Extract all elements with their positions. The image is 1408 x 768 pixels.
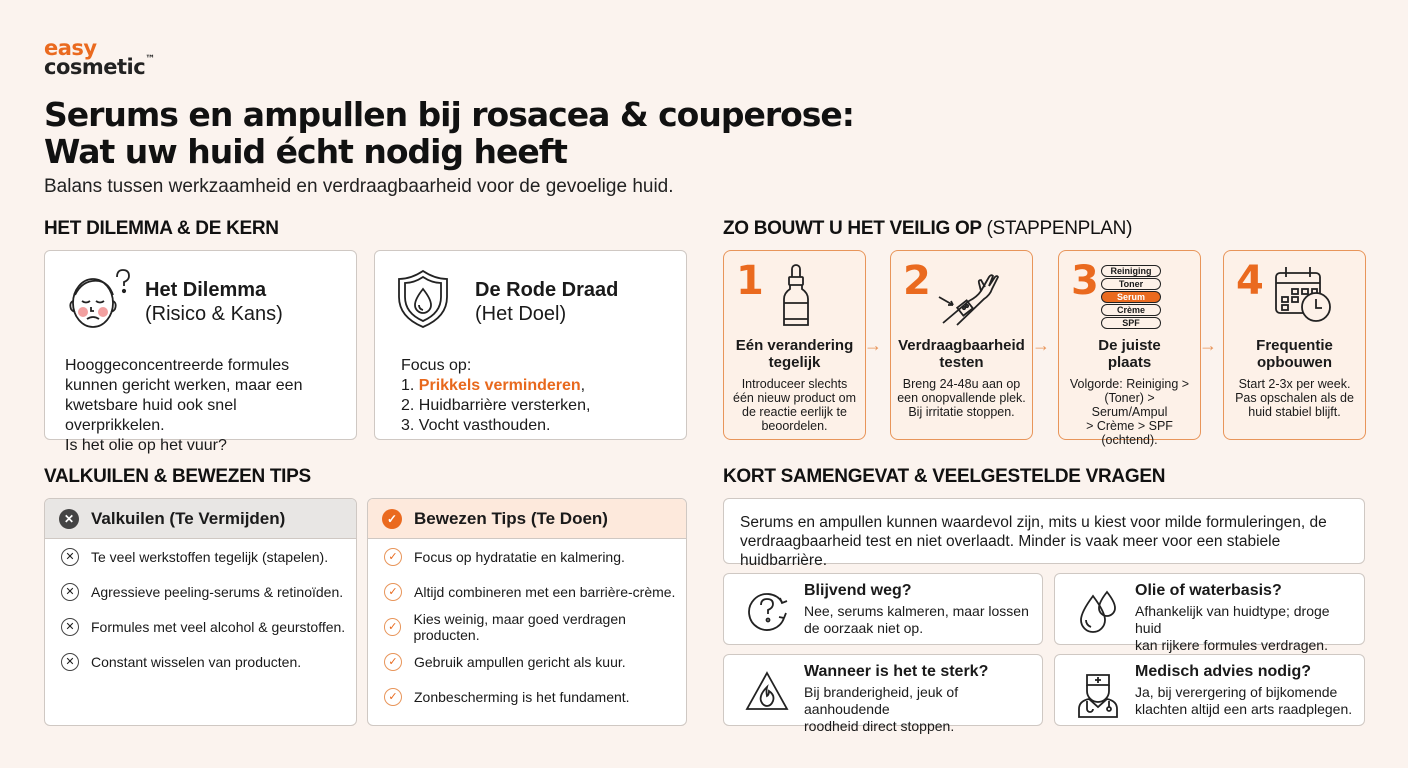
sad-face-question-icon bbox=[63, 267, 133, 336]
faq-answer-line: Afhankelijk van huidtype; droge huid bbox=[1135, 603, 1330, 636]
tip-item bbox=[368, 644, 686, 679]
dilemma-card-heading bbox=[145, 278, 283, 326]
goal-item-1 bbox=[401, 376, 666, 396]
tip-text: Gebruik ampullen gericht als kuur. bbox=[414, 653, 626, 670]
x-circle-icon: ✕ bbox=[59, 509, 79, 529]
tip-item bbox=[368, 574, 686, 609]
arm-patch-test-icon bbox=[933, 263, 999, 334]
x-circle-icon: ✕ bbox=[61, 548, 79, 566]
steps-heading-light: (STAPPENPLAN) bbox=[986, 218, 1133, 239]
faq-question: Blijvend weg? bbox=[804, 582, 912, 599]
dilemma-subtitle: (Risico & Kans) bbox=[145, 302, 283, 325]
goal-item-3: 3. Vocht vasthouden. bbox=[401, 417, 551, 434]
tips-card bbox=[367, 498, 687, 726]
step-desc-line: een onopvallende plek. bbox=[897, 391, 1026, 405]
layer-pill-active: Serum bbox=[1101, 291, 1161, 303]
goal-item-num: 1. bbox=[401, 377, 419, 394]
tip-item bbox=[368, 679, 686, 714]
step-desc-line: (Toner) > Serum/Ampul bbox=[1091, 391, 1168, 419]
section-heading-tips: VALKUILEN & BEWEZEN TIPS bbox=[44, 466, 311, 487]
faq-card bbox=[1054, 573, 1365, 653]
doctor-icon bbox=[1075, 669, 1121, 724]
step-title-line: Eén verandering bbox=[735, 337, 854, 354]
step-description bbox=[730, 377, 859, 433]
step-number: 4 bbox=[1236, 258, 1264, 304]
tip-item bbox=[368, 539, 686, 574]
summary-line: verdraagbaarheid test en niet overlaadt. Minder is vaak meer voor een stabiele huidbarrière. bbox=[740, 533, 1281, 569]
pitfall-text: Constant wisselen van producten. bbox=[91, 653, 302, 670]
faq-answer bbox=[804, 603, 1036, 637]
title-line-2: Wat uw huid écht nodig heeft bbox=[44, 132, 567, 171]
section-heading-steps bbox=[723, 218, 1132, 240]
step-desc-line: Volgorde: Reiniging > bbox=[1069, 377, 1190, 391]
faq-answer-line: Nee, serums kalmeren, maar lossen bbox=[804, 603, 1029, 619]
dilemma-body bbox=[45, 336, 356, 456]
step-desc-line: huid stabiel blijft. bbox=[1248, 405, 1341, 419]
step-title bbox=[891, 337, 1032, 371]
step-desc-line: één nieuw product om bbox=[733, 391, 856, 405]
brand-name: cosmetic bbox=[44, 55, 146, 79]
tip-text: Zonbescherming is het fundament. bbox=[414, 688, 630, 705]
step-title-line: opbouwen bbox=[1257, 354, 1332, 371]
x-circle-icon: ✕ bbox=[61, 618, 79, 636]
check-circle-icon: ✓ bbox=[382, 509, 402, 529]
step-desc-line: > Crème > SPF bbox=[1086, 419, 1173, 433]
dilemma-line: Hooggeconcentreerde formules bbox=[65, 357, 290, 374]
dilemma-line: kwetsbare huid ook snel overprikkelen. bbox=[65, 397, 237, 434]
step-desc-line: Bij irritatie stoppen. bbox=[908, 405, 1015, 419]
dilemma-line: kunnen gericht werken, maar een bbox=[65, 377, 303, 394]
section-heading-dilemma: HET DILEMMA & DE KERN bbox=[44, 218, 279, 239]
calendar-clock-icon bbox=[1272, 263, 1334, 330]
pitfalls-title: Valkuilen (Te Vermijden) bbox=[91, 508, 286, 528]
tips-title: Bewezen Tips (Te Doen) bbox=[414, 508, 608, 528]
dropper-bottle-icon bbox=[776, 263, 816, 334]
step-title-line: De juiste bbox=[1098, 337, 1161, 354]
step-desc-line: Start 2-3x per week. bbox=[1238, 377, 1351, 391]
faq-answer bbox=[804, 684, 1036, 735]
faq-card bbox=[723, 573, 1043, 645]
step-title-line: Frequentie bbox=[1256, 337, 1333, 354]
step-number: 3 bbox=[1071, 258, 1099, 304]
question-cycle-icon bbox=[744, 588, 790, 639]
dilemma-line: Is het olie op het vuur? bbox=[65, 437, 227, 454]
faq-answer-line: de oorzaak niet op. bbox=[804, 620, 924, 636]
step-title-line: testen bbox=[939, 354, 984, 371]
layer-stack-icon bbox=[1101, 265, 1161, 329]
brand-line1: easy bbox=[44, 36, 97, 60]
goal-body bbox=[375, 336, 686, 436]
dilemma-title: Het Dilemma bbox=[145, 278, 267, 301]
step-card-3 bbox=[1058, 250, 1201, 447]
layer-pill: Reiniging bbox=[1101, 265, 1161, 277]
step-desc-line: Pas opschalen als de bbox=[1235, 391, 1354, 405]
step-card-2 bbox=[890, 250, 1033, 440]
check-circle-icon: ✓ bbox=[384, 618, 401, 636]
pitfall-item bbox=[45, 574, 356, 609]
brand-line2 bbox=[44, 54, 155, 79]
dilemma-card bbox=[44, 250, 357, 454]
step-desc-line: (ochtend). bbox=[1101, 433, 1158, 447]
pitfalls-header bbox=[45, 499, 356, 539]
x-circle-icon: ✕ bbox=[61, 583, 79, 601]
faq-card bbox=[723, 654, 1043, 734]
step-number: 1 bbox=[736, 258, 764, 304]
check-circle-icon: ✓ bbox=[384, 583, 402, 601]
tip-text: Altijd combineren met een barrière-crème. bbox=[414, 583, 676, 600]
arrow-right-icon: → bbox=[864, 335, 882, 355]
step-desc-line: beoordelen. bbox=[761, 419, 828, 433]
pitfall-item bbox=[45, 644, 356, 679]
step-description bbox=[897, 377, 1026, 419]
pitfalls-card bbox=[44, 498, 357, 726]
section-heading-summary: KORT SAMENGEVAT & VEELGESTELDE VRAGEN bbox=[723, 466, 1166, 487]
arrow-right-icon: → bbox=[1199, 335, 1217, 355]
shield-drop-icon bbox=[393, 267, 453, 336]
pitfall-text: Formules met veel alcohol & geurstoffen. bbox=[91, 618, 346, 635]
faq-answer-line: Bij branderigheid, jeuk of aanhoudende bbox=[804, 684, 959, 717]
goal-card-heading bbox=[475, 278, 618, 326]
step-desc-line: Introduceer slechts bbox=[741, 377, 848, 391]
step-title-line: tegelijk bbox=[768, 354, 821, 371]
page-title bbox=[44, 96, 854, 170]
arrow-right-icon: → bbox=[1032, 335, 1050, 355]
step-title-line: plaats bbox=[1107, 354, 1152, 371]
faq-answer-line: klachten altijd een arts raadplegen. bbox=[1135, 701, 1353, 717]
step-number: 2 bbox=[903, 258, 931, 304]
goal-intro: Focus op: bbox=[401, 357, 472, 374]
faq-answer bbox=[1135, 603, 1358, 654]
summary-line: Serums en ampullen kunnen waardevol zijn, mits u kiest voor milde formuleringen, de bbox=[740, 514, 1327, 531]
step-title-line: Verdraagbaarheid bbox=[898, 337, 1025, 354]
check-circle-icon: ✓ bbox=[384, 688, 402, 706]
summary-box bbox=[723, 498, 1365, 569]
step-desc-line: de reactie eerlijk te bbox=[742, 405, 847, 419]
faq-answer-line: Ja, bij verergering of bijkomende bbox=[1135, 684, 1338, 700]
pitfall-item bbox=[45, 609, 356, 644]
faq-answer-line: roodheid direct stoppen. bbox=[804, 718, 955, 734]
faq-question: Wanneer is het te sterk? bbox=[804, 663, 989, 680]
step-card-4 bbox=[1223, 250, 1366, 440]
warning-flame-icon bbox=[744, 669, 790, 720]
title-line-1: Serums en ampullen bij rosacea & couperose: bbox=[44, 95, 855, 134]
step-card-1 bbox=[723, 250, 866, 440]
goal-card bbox=[374, 250, 687, 440]
steps-heading-bold: ZO BOUWT U HET VEILIG OP bbox=[723, 218, 982, 239]
brand-logo bbox=[44, 38, 155, 78]
layer-pill: SPF bbox=[1101, 317, 1161, 329]
tips-header bbox=[368, 499, 686, 539]
faq-answer bbox=[1135, 684, 1358, 718]
step-description bbox=[1065, 377, 1194, 447]
droplets-icon bbox=[1075, 588, 1121, 639]
tip-text: Kies weinig, maar goed verdragen producten. bbox=[413, 610, 626, 643]
check-circle-icon: ✓ bbox=[384, 653, 402, 671]
faq-question: Medisch advies nodig? bbox=[1135, 663, 1312, 680]
goal-subtitle: (Het Doel) bbox=[475, 302, 567, 325]
layer-pill: Toner bbox=[1101, 278, 1161, 290]
pitfall-text: Agressieve peeling-serums & retinoïden. bbox=[91, 583, 344, 600]
goal-item-tail: , bbox=[580, 377, 586, 394]
check-circle-icon: ✓ bbox=[384, 548, 402, 566]
step-title bbox=[724, 337, 865, 371]
trademark: ™ bbox=[145, 54, 155, 65]
goal-item-2: 2. Huidbarrière versterken, bbox=[401, 397, 591, 414]
pitfall-item bbox=[45, 539, 356, 574]
step-description bbox=[1230, 377, 1359, 419]
pitfall-text: Te veel werkstoffen tegelijk (stapelen). bbox=[91, 548, 329, 565]
tip-text: Focus op hydratatie en kalmering. bbox=[414, 548, 625, 565]
faq-answer-line: kan rijkere formules verdragen. bbox=[1135, 637, 1328, 653]
goal-highlight: Prikkels verminderen bbox=[418, 377, 581, 394]
step-desc-line: Breng 24-48u aan op bbox=[902, 377, 1021, 391]
faq-card bbox=[1054, 654, 1365, 726]
page-subtitle: Balans tussen werkzaamheid en verdraagbaarheid voor de gevoelige huid. bbox=[44, 176, 674, 197]
tip-item bbox=[368, 609, 686, 644]
step-title bbox=[1224, 337, 1365, 371]
goal-title: De Rode Draad bbox=[475, 278, 619, 301]
step-title bbox=[1059, 337, 1200, 371]
faq-question: Olie of waterbasis? bbox=[1135, 582, 1282, 599]
layer-pill: Crème bbox=[1101, 304, 1161, 316]
x-circle-icon: ✕ bbox=[61, 653, 79, 671]
